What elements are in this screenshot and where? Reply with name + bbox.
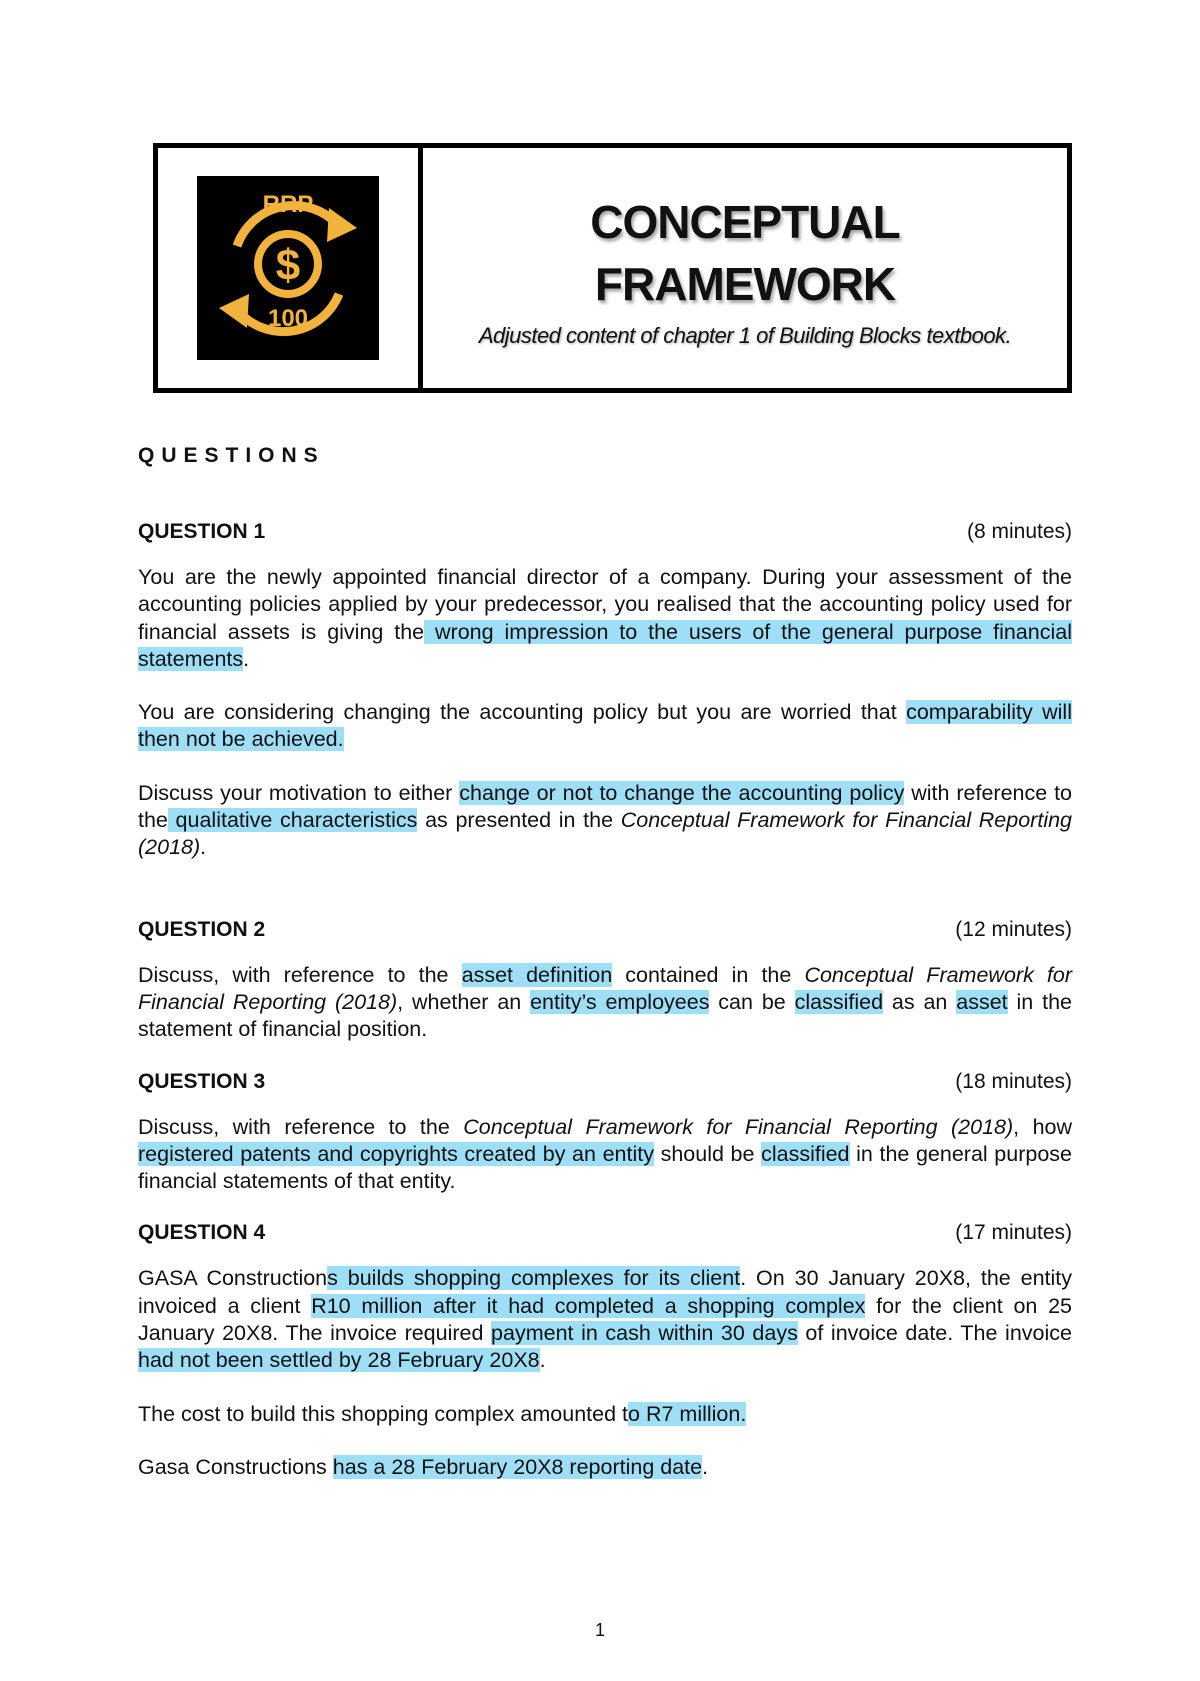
highlighted-text: entity’s employees (530, 989, 710, 1014)
highlighted-text: comparability will then not be achieved. (138, 700, 1072, 752)
question-2-paragraph-1 (138, 962, 1072, 1044)
question-4-paragraph-1 (138, 1265, 1072, 1374)
text-run: in the statement of financial position. (138, 989, 1072, 1042)
highlighted-text: asset (956, 989, 1008, 1014)
document-body (138, 444, 1072, 1507)
question-4 (138, 1221, 1072, 1481)
question-4-title: QUESTION 4 (138, 1221, 266, 1245)
highlighted-text: payment in cash within 30 days (491, 1321, 798, 1346)
highlighted-text: classified (761, 1141, 850, 1166)
highlighted-text: R10 million after it had completed a shopping complex (311, 1293, 866, 1318)
document-subtitle: Adjusted content of chapter 1 of Building Blocks textbook. (478, 323, 1012, 348)
text-run: contained in the (612, 962, 805, 987)
question-3 (138, 1070, 1072, 1196)
section-heading: QUESTIONS (138, 444, 325, 467)
svg-text:$: $ (275, 241, 301, 290)
text-run: . On 30 January 20X8, the entity invoiced a client (138, 1266, 1072, 1318)
italic-reference: Conceptual Framework for Financial Reporting (2018) (463, 1114, 1014, 1139)
question-1-header (138, 520, 1072, 544)
spacer (138, 888, 1072, 918)
text-run: as an (883, 989, 957, 1014)
document-title-line-2: FRAMEWORK (594, 258, 896, 310)
highlighted-text: had not been settled by 28 February 20X8 (138, 1348, 540, 1373)
question-3-title: QUESTION 3 (138, 1069, 266, 1093)
document-title-line-1: CONCEPTUAL (590, 196, 900, 248)
text-run: . (200, 835, 207, 860)
text-run: Discuss, with reference to the (138, 962, 462, 987)
text-run: You are considering changing the accounting policy but you are worried that (138, 700, 907, 725)
text-run: of invoice date. The invoice (797, 1321, 1072, 1346)
highlighted-text: qualitative characteristics (167, 808, 418, 833)
question-2 (138, 918, 1072, 1044)
text-run: , how (1013, 1114, 1073, 1139)
text-run: . (243, 646, 250, 671)
text-run: You are the newly appointed financial director of a company. During your assessment of the accounting policies applied by your predecessor, you realised that the accounting policy used for financial assets is giving the (138, 565, 1072, 644)
highlighted-text: o R7 million. (628, 1401, 747, 1426)
question-4-time: (17 minutes) (955, 1221, 1072, 1245)
rrp-100-logo (197, 176, 379, 360)
italic-reference: Conceptual Framework for Financial Reporting (2018) (138, 962, 1073, 1014)
question-3-header (138, 1070, 1072, 1094)
svg-text:RRP: RRP (262, 191, 314, 218)
text-run: with reference to the (138, 780, 1073, 833)
title-banner (153, 143, 1072, 393)
highlighted-text: has a 28 February 20X8 reporting date (332, 1454, 703, 1479)
highlighted-text: registered patents and copyrights created by an entity (138, 1141, 654, 1166)
question-1-title: QUESTION 1 (138, 520, 266, 543)
text-run: can be (709, 989, 795, 1014)
highlighted-text: asset definition (461, 962, 613, 987)
text-run: should be (653, 1141, 762, 1166)
question-1-paragraph-3 (138, 780, 1072, 862)
question-2-time: (12 minutes) (955, 917, 1072, 941)
highlighted-text: change or not to change the accounting policy (459, 780, 905, 805)
question-2-header (138, 918, 1072, 942)
text-run: The cost to build this shopping complex amounted t (138, 1401, 629, 1426)
question-1-paragraph-2 (138, 699, 1072, 754)
text-run: in the general purpose financial statements of that entity. (138, 1141, 1073, 1194)
highlighted-text: s builds shopping complexes for its client (327, 1266, 741, 1291)
text-run: Discuss, with reference to the (138, 1114, 464, 1139)
question-3-time: (18 minutes) (955, 1069, 1072, 1093)
logo-cell (158, 148, 423, 388)
question-4-paragraph-3 (138, 1454, 1072, 1481)
text-run: Gasa Constructions (138, 1454, 333, 1479)
question-1 (138, 520, 1072, 862)
text-run: for the client on 25 January 20X8. The invoice required (138, 1293, 1072, 1346)
question-1-time: (8 minutes) (966, 520, 1072, 543)
title-cell (423, 148, 1067, 388)
question-2-title: QUESTION 2 (138, 917, 266, 941)
text-run: , whether an (397, 989, 531, 1014)
highlighted-text: classified (794, 989, 884, 1014)
text-run: GASA Construction (138, 1266, 328, 1291)
italic-reference: Conceptual Framework for Financial Reporting (2018) (138, 808, 1073, 860)
question-4-paragraph-2 (138, 1401, 1072, 1428)
question-3-paragraph-1 (138, 1114, 1072, 1196)
text-run: Discuss your motivation to either (138, 780, 460, 805)
page-number: 1 (594, 1620, 605, 1640)
text-run: . (539, 1348, 546, 1373)
question-4-header (138, 1221, 1072, 1245)
highlighted-text: wrong impression to the users of the general purpose financial statements (138, 619, 1072, 671)
question-1-paragraph-1 (138, 564, 1072, 673)
text-run: as presented in the (417, 808, 621, 833)
text-run: . (702, 1454, 709, 1479)
svg-text:100: 100 (267, 305, 309, 332)
